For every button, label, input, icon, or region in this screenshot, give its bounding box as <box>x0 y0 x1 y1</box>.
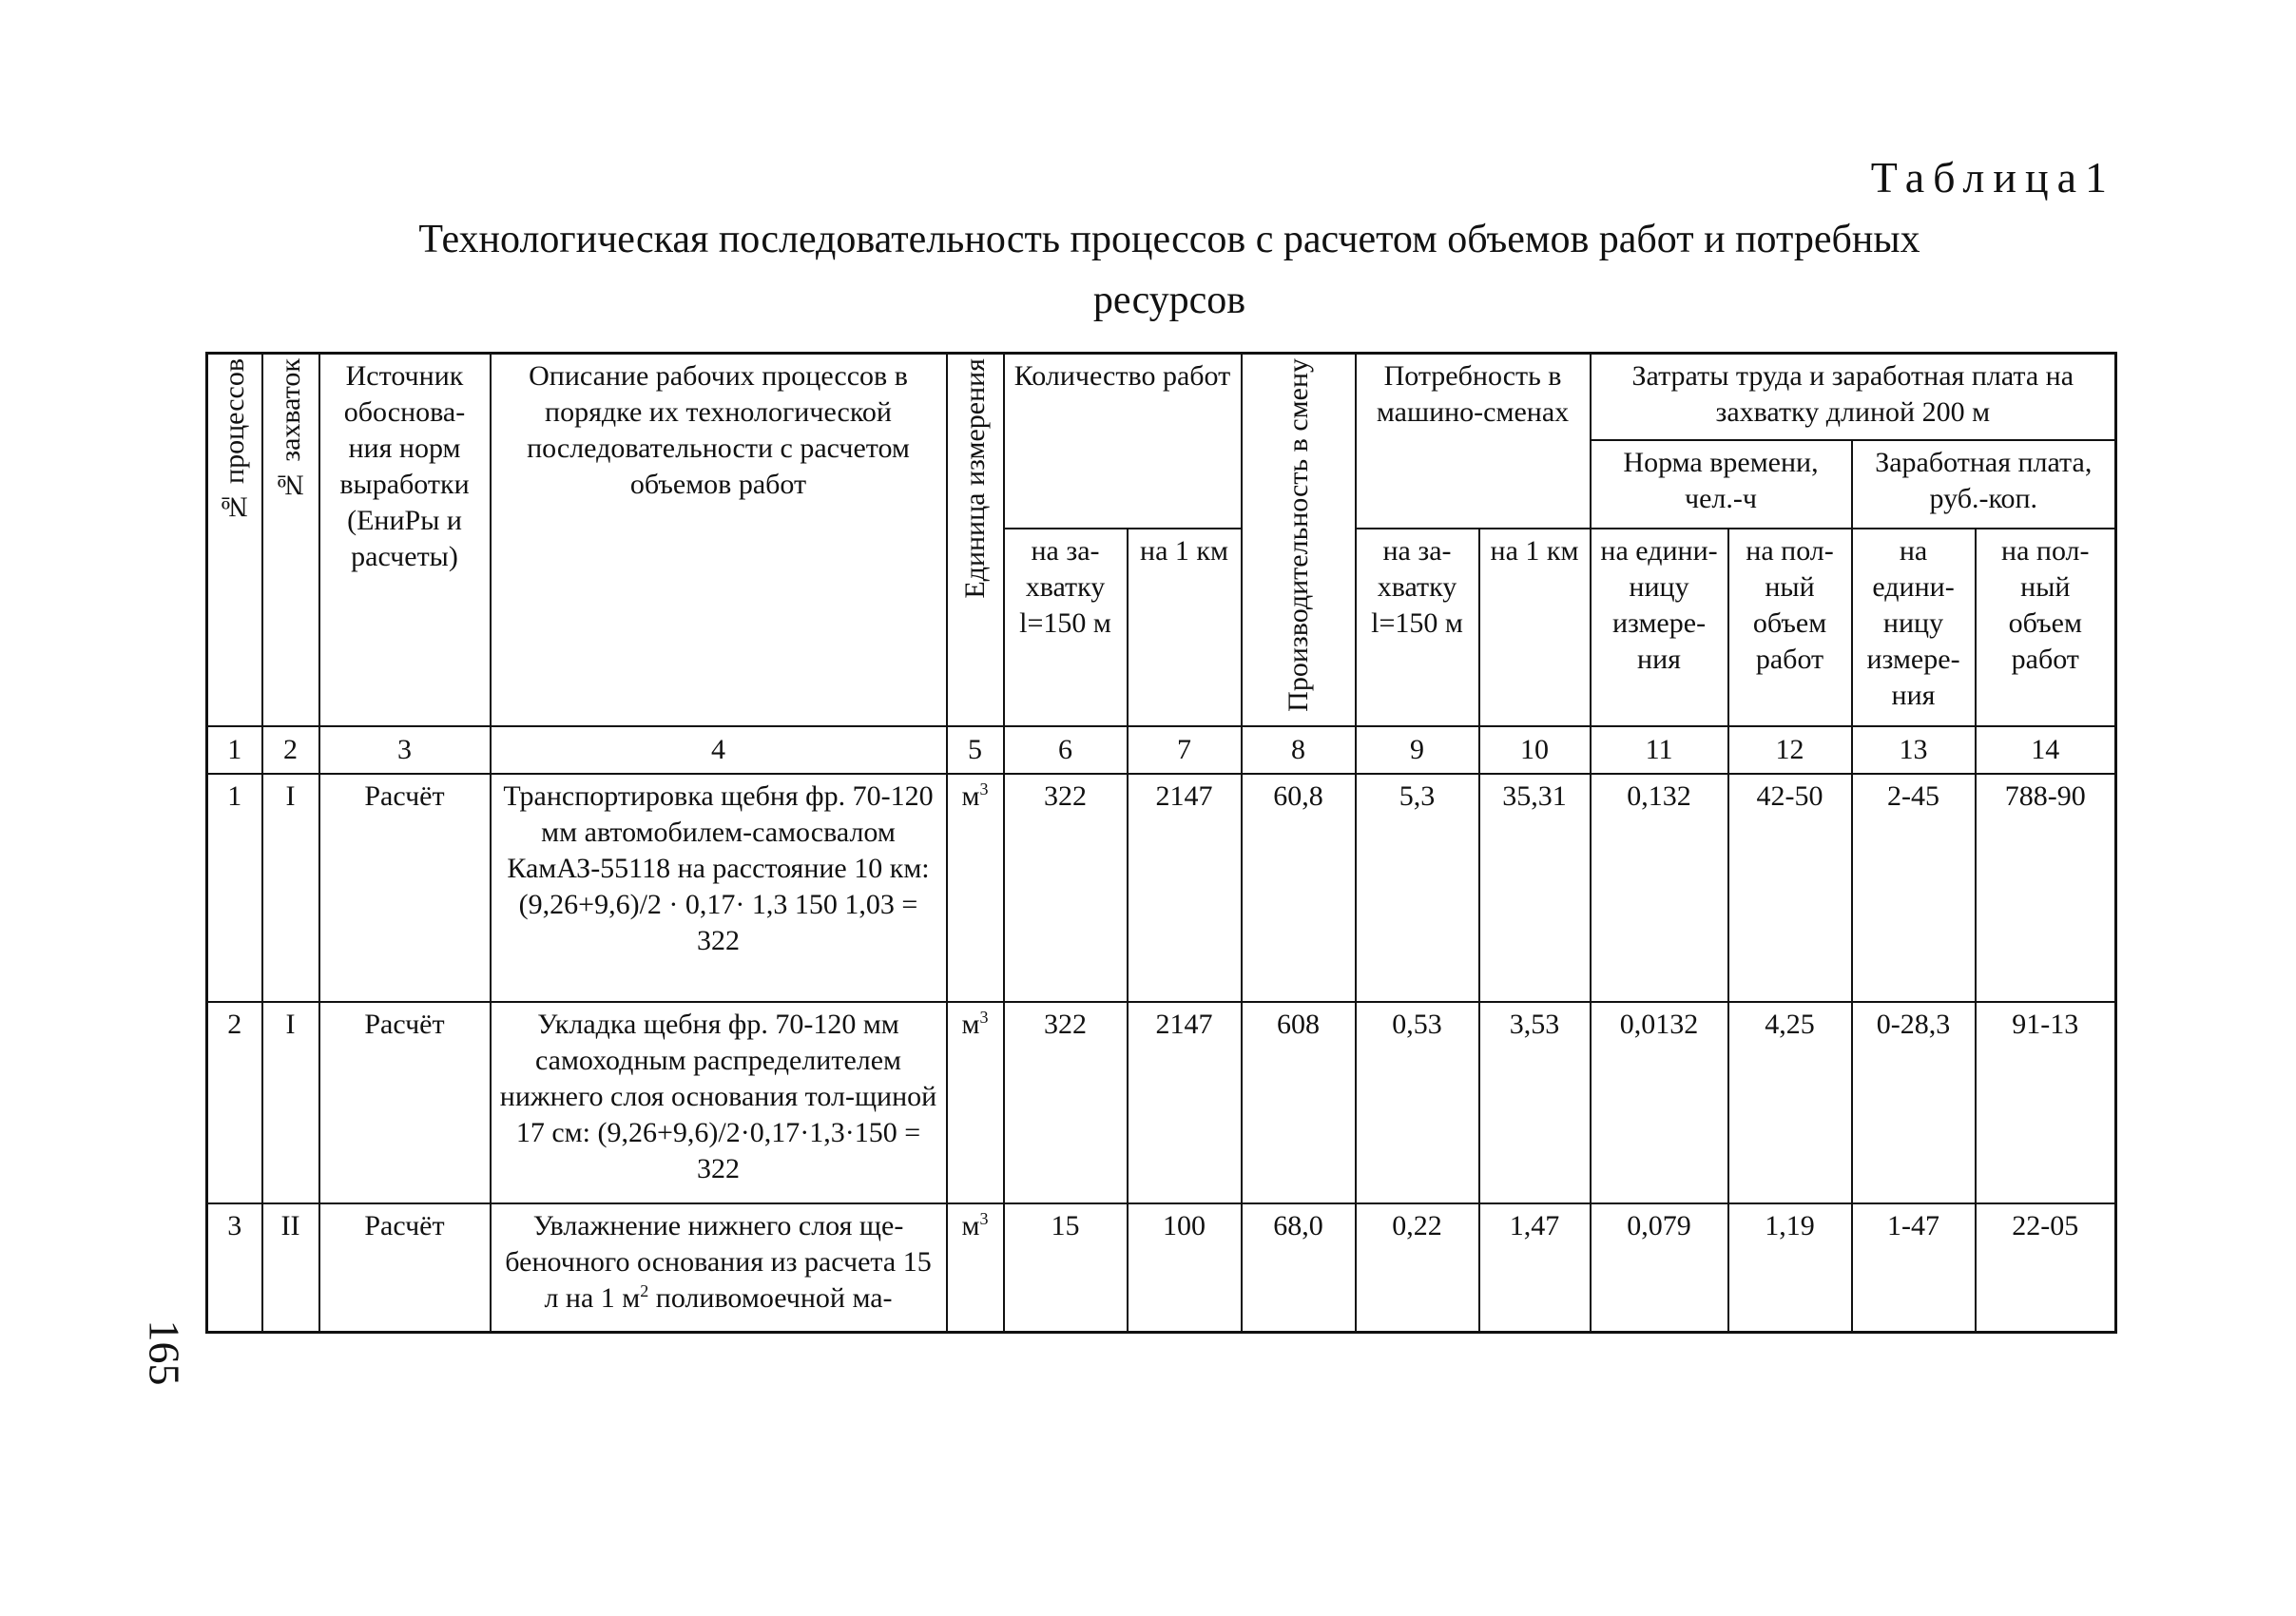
column-number: 2 <box>262 726 319 774</box>
header-description: Описание рабочих процессов в порядке их технологической последовательности с расчетом объемов работ <box>491 354 947 726</box>
column-number: 7 <box>1128 726 1242 774</box>
cell-grip: I <box>262 774 319 1002</box>
page-number: 165 <box>140 1319 189 1386</box>
cell-wage-unit: 1-47 <box>1852 1203 1976 1333</box>
cell-shifts-km: 3,53 <box>1479 1002 1591 1203</box>
column-number: 3 <box>319 726 491 774</box>
cell-shifts-grip: 0,53 <box>1356 1002 1479 1203</box>
document-title <box>0 209 2296 331</box>
cell-productivity: 608 <box>1242 1002 1356 1203</box>
cell-wage-unit: 2-45 <box>1852 774 1976 1002</box>
cell-description: Увлажнение нижнего слоя ще-беночного основания из расчета 15 л на 1 $м^2$ поливомоечной ма- <box>491 1203 947 1333</box>
cell-norm-full: 4,25 <box>1728 1002 1852 1203</box>
cell-wage-full: 91-13 <box>1976 1002 2116 1203</box>
header-grip-no: № захваток <box>262 354 319 726</box>
column-number: 12 <box>1728 726 1852 774</box>
cell-shifts-km: 35,31 <box>1479 774 1591 1002</box>
column-number: 13 <box>1852 726 1976 774</box>
cell-source: Расчёт <box>319 1203 491 1333</box>
cell-norm-unit: 0,0132 <box>1591 1002 1728 1203</box>
cell-shifts-grip: 5,3 <box>1356 774 1479 1002</box>
cell-qty-grip: 15 <box>1004 1203 1128 1333</box>
column-number: 6 <box>1004 726 1128 774</box>
header-wage-per-unit: на едини-ницу измере-ния <box>1852 529 1976 726</box>
header-work-qty: Количество работ <box>1004 354 1242 529</box>
cell-wage-unit: 0-28,3 <box>1852 1002 1976 1203</box>
cell-unit: $м^3$ <box>947 774 1004 1002</box>
header-wage-full-volume: на пол-ный объем работ <box>1976 529 2116 726</box>
table-row <box>207 1002 2116 1203</box>
cell-qty-km: 100 <box>1128 1203 1242 1333</box>
cell-norm-unit: 0,079 <box>1591 1203 1728 1333</box>
header-norm-per-unit: на едини-ницу измере-ния <box>1591 529 1728 726</box>
column-number: 8 <box>1242 726 1356 774</box>
header-machine-shifts: Потребность в машино-сменах <box>1356 354 1591 529</box>
cell-process: 2 <box>207 1002 262 1203</box>
cell-qty-grip: 322 <box>1004 1002 1128 1203</box>
cell-source: Расчёт <box>319 774 491 1002</box>
header-per-grip: на за-хватку l=150 м <box>1004 529 1128 726</box>
title-line-1: Технологическая последовательность процессов с расчетом объемов работ и потребных <box>418 218 1920 261</box>
column-number: 14 <box>1976 726 2116 774</box>
header-productivity: Производительность в смену <box>1242 354 1356 726</box>
header-per-km-shifts: на 1 км <box>1479 529 1591 726</box>
cell-wage-full: 788-90 <box>1976 774 2116 1002</box>
cell-wage-full: 22-05 <box>1976 1203 2116 1333</box>
header-process-no: № процессов <box>207 354 262 726</box>
cell-grip: I <box>262 1002 319 1203</box>
header-source: Источник обоснова-ния норм выработки (ЕниРы и расчеты) <box>319 354 491 726</box>
cell-norm-full: 1,19 <box>1728 1203 1852 1333</box>
header-time-norm: Норма времени, чел.-ч <box>1591 440 1852 529</box>
cell-description: Транспортировка щебня фр. 70-120 мм автомобилем-самосвалом КамАЗ-55118 на расстояние 10 км: (9,26+9,6)/2 · 0,17· 1,3 150 1,03 = 322 <box>491 774 947 1002</box>
table-caption: Таблица1 <box>1870 153 2115 202</box>
cell-shifts-grip: 0,22 <box>1356 1203 1479 1333</box>
column-number: 1 <box>207 726 262 774</box>
cell-description: Укладка щебня фр. 70-120 мм самоходным распределителем нижнего слоя основания тол-щиной 17 см: (9,26+9,6)/2·0,17·1,3·150 = 322 <box>491 1002 947 1203</box>
cell-productivity: 68,0 <box>1242 1203 1356 1333</box>
cell-qty-km: 2147 <box>1128 774 1242 1002</box>
title-line-2: ресурсов <box>1092 279 1246 322</box>
cell-unit: $м^3$ <box>947 1002 1004 1203</box>
column-number: 4 <box>491 726 947 774</box>
column-number: 11 <box>1591 726 1728 774</box>
cell-qty-grip: 322 <box>1004 774 1128 1002</box>
cell-process: 1 <box>207 774 262 1002</box>
header-norm-full-volume: на пол-ный объем работ <box>1728 529 1852 726</box>
header-per-km: на 1 км <box>1128 529 1242 726</box>
cell-grip: II <box>262 1203 319 1333</box>
cell-unit: $м^3$ <box>947 1203 1004 1333</box>
header-per-grip-shifts: на за-хватку l=150 м <box>1356 529 1479 726</box>
column-number: 9 <box>1356 726 1479 774</box>
resources-table <box>205 352 2117 1334</box>
header-row-1 <box>207 354 2116 440</box>
table-row <box>207 774 2116 1002</box>
cell-shifts-km: 1,47 <box>1479 1203 1591 1333</box>
column-number: 10 <box>1479 726 1591 774</box>
header-wage: Заработная плата, руб.-коп. <box>1852 440 2116 529</box>
table-row <box>207 1203 2116 1333</box>
cell-productivity: 60,8 <box>1242 774 1356 1002</box>
cell-norm-full: 42-50 <box>1728 774 1852 1002</box>
cell-source: Расчёт <box>319 1002 491 1203</box>
header-unit: Единица измерения <box>947 354 1004 726</box>
column-number: 5 <box>947 726 1004 774</box>
header-labor-costs: Затраты труда и заработная плата на захватку длиной 200 м <box>1591 354 2116 440</box>
column-number-row <box>207 726 2116 774</box>
cell-norm-unit: 0,132 <box>1591 774 1728 1002</box>
cell-qty-km: 2147 <box>1128 1002 1242 1203</box>
cell-process: 3 <box>207 1203 262 1333</box>
